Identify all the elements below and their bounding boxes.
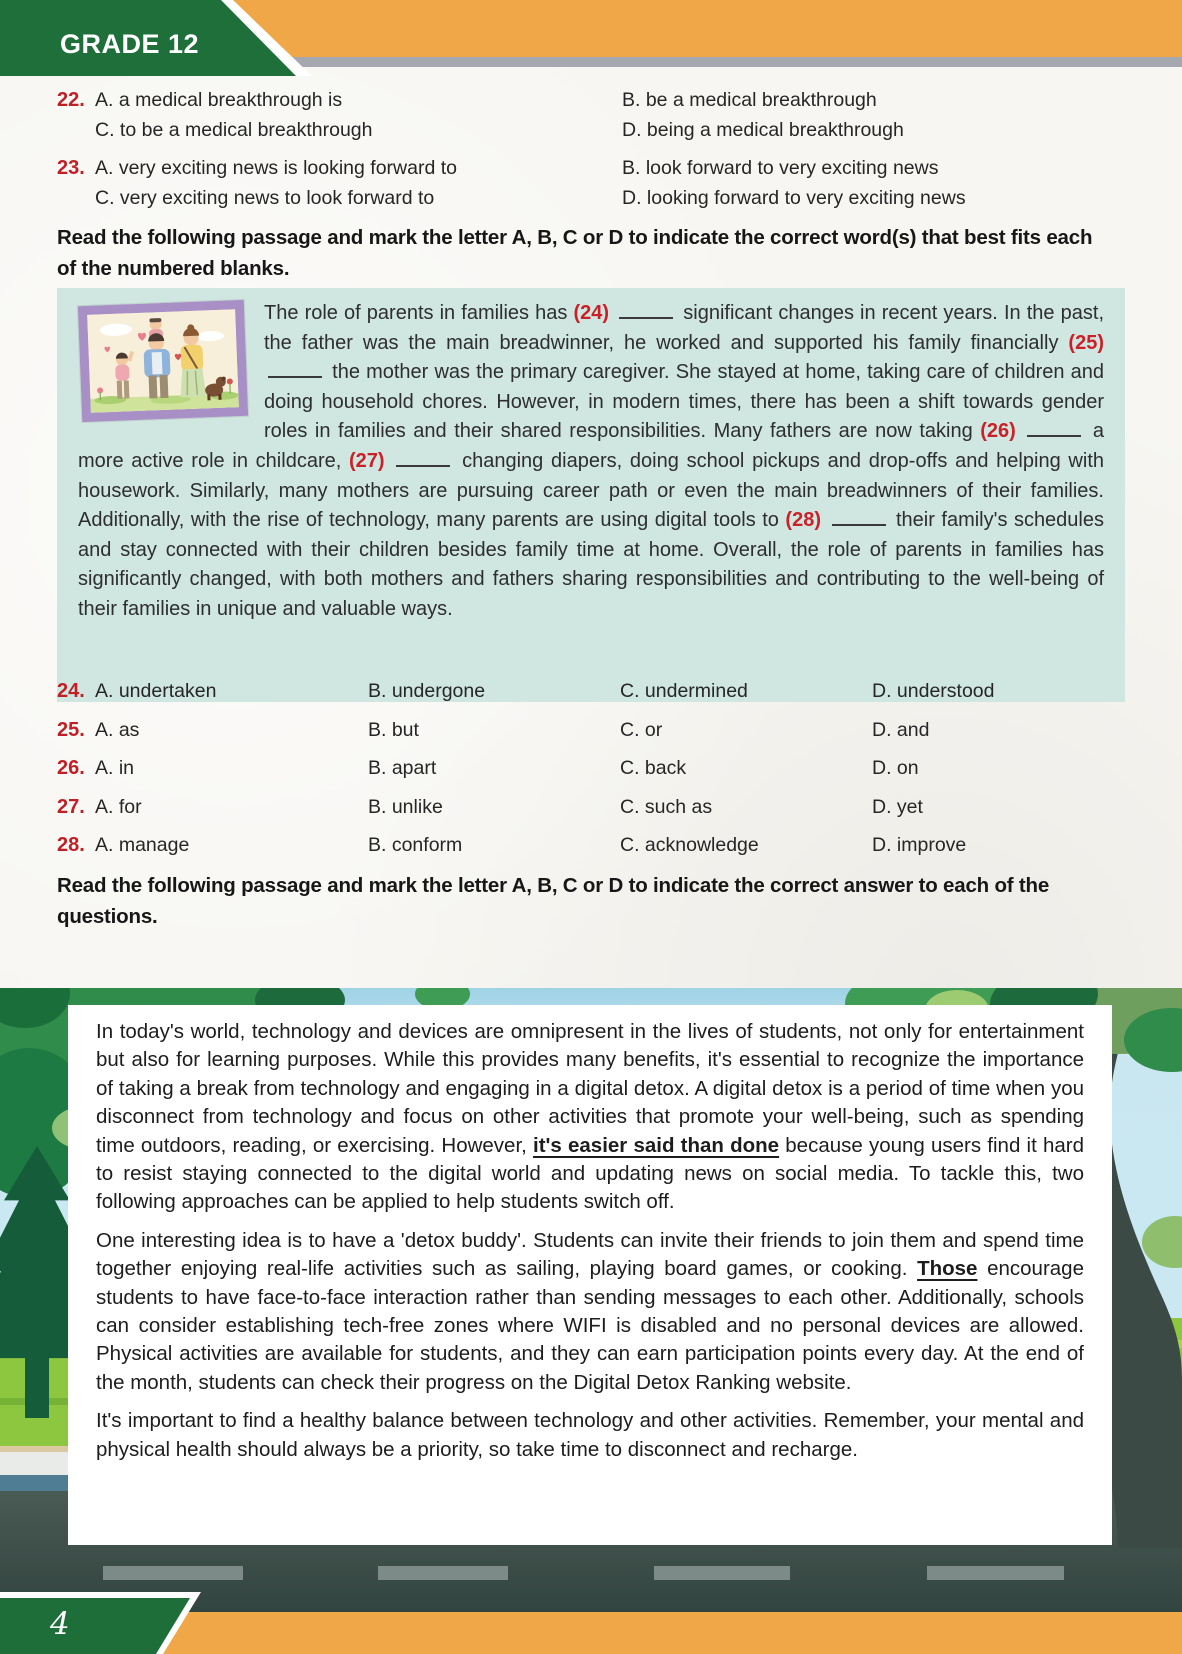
family-illustration [78,300,248,422]
instruction-cloze: Read the following passage and mark the letter A, B, C or D to indicate the correct word(s) that best fits each of the numbered blanks. [57,226,1093,280]
header-orange-band [190,0,1182,57]
question-27 [57,796,1152,835]
option-a: A. manage [95,834,190,857]
option-d: D. on [872,757,919,780]
lane-marking [103,1566,243,1580]
option-b: B. be a medical breakthrough [622,89,877,111]
question-row [57,184,1152,214]
question-number: 23. [57,157,85,179]
page-number: 4 [50,1606,70,1642]
option-c: C. to be a medical breakthrough [95,118,373,141]
option-d: D. and [872,718,930,741]
option-b: B. but [368,718,419,741]
option-d: D. looking forward to very exciting news [622,186,966,209]
option-d: D. improve [872,834,967,857]
option-d: D. yet [872,795,923,818]
option-a: A. for [95,795,142,818]
reading-passage-box [68,1005,1112,1545]
grade-label: GRADE 12 [60,29,200,59]
question-row [57,86,1152,116]
cloze-passage-text: The role of parents in families has (24) significant changes in recent years. In the past, the father was the main breadwinner, he worked and supported his family financially (25) the mother was the primary caregiver. She stayed at home, taking care of children and doing household chores. However, in modern times, there has been a shift towards gender roles in families and their shared responsibilities. Many fathers are now taking (26) a more active role in childcare, (27) changing diapers, doing school pickups and drop-offs and helping with housework. Similarly, many mothers are pursuing career path or even the main breadwinners of their families. Additionally, with the rise of technology, many parents are using digital tools to (28) their family's schedules and stay connected with their children besides family time at home. Overall, the role of parents in families has significantly changed, with both mothers and fathers sharing responsibilities and contributing to the well-being of their families in unique and valuable ways. [78,302,1105,620]
question-row [57,116,1152,146]
option-d: D. being a medical breakthrough [622,118,904,141]
lane-marking [378,1566,508,1580]
question-25 [57,719,1152,758]
option-b: B. look forward to very exciting news [622,157,939,179]
instruction-reading: Read the following passage and mark the letter A, B, C or D to indicate the correct answer to each of the questions. [57,874,1050,928]
cloze-passage-box [57,288,1125,702]
option-c: C. acknowledge [620,834,759,857]
question-row [57,154,1152,184]
option-c: C. such as [620,795,713,818]
passage-paragraph-2: One interesting idea is to have a 'detox buddy'. Students can invite their friends to join them and spend time together enjoying real-life activities such as sailing, playing board games, or cooking. Those encourage students to have face-to-face interaction rather than sending messages to each other. Additionally, schools can consider establishing tech-free zones where WIFI is disabled and no personal devices are allowed. Physical activities are available for students, and they can earn participation points every day. At the end of the month, students can check their progress on the Digital Detox Ranking website. [96,1228,1084,1394]
header-gray-stripe [268,57,1182,67]
question-number: 22. [57,89,85,111]
park-scene [0,988,1182,1614]
question-22 [57,86,1152,145]
option-c: C. or [620,718,663,741]
question-number: 25. [57,718,85,741]
option-b: B. apart [368,757,437,780]
option-b: B. conform [368,834,463,857]
question-26 [57,757,1152,796]
family-illustration-art [87,309,239,413]
option-a: A. undertaken [95,680,217,702]
passage-paragraph-1: In today's world, technology and devices are omnipresent in the lives of students, not only for entertainment but also for learning purposes. While this provides many benefits, it's essential to recognize the importance of taking a break from technology and engaging in a digital detox. A digital detox is a period of time when you disconnect from technology and focus on other activities that promote your well-being, such as spending time outdoors, reading, or exercising. However, it's easier said than done because young users find it hard to resist staying connected to the digital world and updating news on social media. To tackle this, two following approaches can be applied to help students switch off. [96,1020,1084,1214]
question-number: 27. [57,795,85,818]
question-23 [57,154,1152,213]
option-d: D. understood [872,680,995,702]
lane-marking [654,1566,790,1580]
question-number: 24. [57,680,85,702]
question-24 [57,680,1152,719]
option-a: A. very exciting news is looking forward to [95,157,457,179]
option-a: A. a medical breakthrough is [95,89,343,111]
question-number: 26. [57,757,85,780]
option-b: B. undergone [368,680,486,702]
option-a: A. as [95,718,140,741]
lane-marking [927,1566,1064,1580]
option-c: C. back [620,757,687,780]
option-c: C. very exciting news to look forward to [95,186,435,209]
passage-paragraph-3: It's important to find a healthy balance between technology and other activities. Remember, your mental and physical health should always be a priority, so take time to disconnect and recharge. [96,1409,1084,1461]
option-c: C. undermined [620,680,748,702]
option-b: B. unlike [368,795,443,818]
questions-24-28 [57,680,1152,873]
option-a: A. in [95,757,135,780]
question-28 [57,834,1152,873]
question-number: 28. [57,834,85,857]
